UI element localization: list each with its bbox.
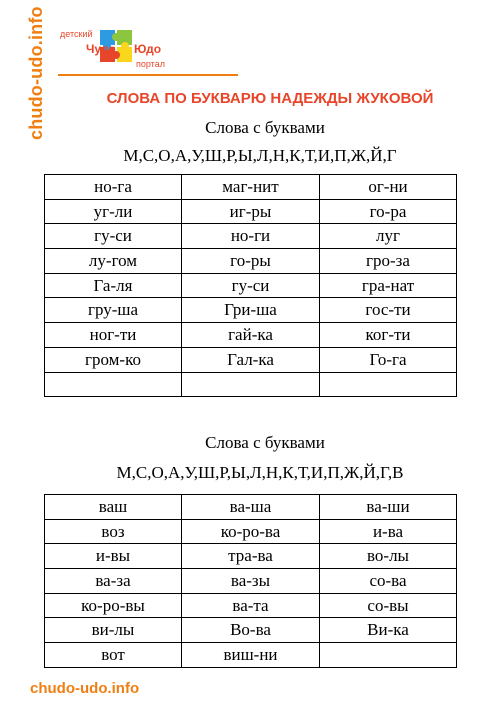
table-row xyxy=(45,544,457,569)
section-1-title: Слова с буквами xyxy=(205,118,325,137)
word-cell: Гал-ка xyxy=(182,347,320,372)
table-row xyxy=(45,643,457,668)
word-cell: ваш xyxy=(45,495,182,520)
word-cell: со-вы xyxy=(320,593,457,618)
word-cell: маг-нит xyxy=(182,175,320,200)
table-row xyxy=(45,495,457,520)
words-table-2 xyxy=(44,494,457,668)
word-cell: Го-га xyxy=(320,347,457,372)
word-cell: со-ва xyxy=(320,569,457,594)
word-cell: воз xyxy=(45,519,182,544)
table-row xyxy=(45,224,457,249)
logo-text-portal: портал xyxy=(136,59,165,69)
section-2-title: Слова с буквами xyxy=(205,433,325,452)
word-cell: и-ва xyxy=(320,519,457,544)
word-cell: и-вы xyxy=(45,544,182,569)
word-cell: ног-ти xyxy=(45,323,182,348)
word-cell: ог-ни xyxy=(320,175,457,200)
table-row xyxy=(45,618,457,643)
table-row xyxy=(45,175,457,200)
table-row xyxy=(45,372,457,397)
table-row xyxy=(45,519,457,544)
word-cell: но-га xyxy=(45,175,182,200)
word-cell: Га-ля xyxy=(45,273,182,298)
table-row xyxy=(45,249,457,274)
word-cell: ва-ша xyxy=(182,495,320,520)
word-cell: го-ры xyxy=(182,249,320,274)
section-2-letters: М,С,О,А,У,Ш,Р,Ы,Л,Н,К,Т,И,П,Ж,Й,Г,В xyxy=(116,463,404,482)
logo-text-yudo: Юдо xyxy=(134,42,162,56)
word-cell: гру-ша xyxy=(45,298,182,323)
word-cell: Во-ва xyxy=(182,618,320,643)
word-cell: гай-ка xyxy=(182,323,320,348)
word-cell: го-ра xyxy=(320,199,457,224)
site-logo[interactable] xyxy=(58,12,238,82)
table-row xyxy=(45,298,457,323)
word-cell: ког-ти xyxy=(320,323,457,348)
table-row xyxy=(45,273,457,298)
word-cell: ко-ро-ва xyxy=(182,519,320,544)
word-cell: лу-гом xyxy=(45,249,182,274)
word-cell xyxy=(320,643,457,668)
word-cell: гром-ко xyxy=(45,347,182,372)
word-cell: луг xyxy=(320,224,457,249)
word-cell: иг-ры xyxy=(182,199,320,224)
word-cell: ви-лы xyxy=(45,618,182,643)
word-cell: ва-та xyxy=(182,593,320,618)
word-cell xyxy=(182,372,320,397)
table-row xyxy=(45,593,457,618)
logo-text-detsky: детский xyxy=(60,29,93,39)
word-cell: вот xyxy=(45,643,182,668)
table-row xyxy=(45,569,457,594)
word-cell: гра-нат xyxy=(320,273,457,298)
word-cell xyxy=(45,372,182,397)
word-cell: во-лы xyxy=(320,544,457,569)
word-cell: гро-за xyxy=(320,249,457,274)
logo-underline xyxy=(58,74,238,76)
word-cell: гу-си xyxy=(45,224,182,249)
word-cell: ва-за xyxy=(45,569,182,594)
word-cell: ва-ши xyxy=(320,495,457,520)
logo-text-chudo: Чудо xyxy=(86,42,116,56)
table-row xyxy=(45,347,457,372)
footer-site-link[interactable]: chudo-udo.info xyxy=(30,680,140,697)
words-table-1 xyxy=(44,174,457,397)
word-cell: ко-ро-вы xyxy=(45,593,182,618)
table-row xyxy=(45,199,457,224)
word-cell: гос-ти xyxy=(320,298,457,323)
word-cell: уг-ли xyxy=(45,199,182,224)
word-cell: Гри-ша xyxy=(182,298,320,323)
word-cell: виш-ни xyxy=(182,643,320,668)
word-cell: тра-ва xyxy=(182,544,320,569)
word-cell: ва-зы xyxy=(182,569,320,594)
side-watermark: chudo-udo.info xyxy=(26,6,46,140)
section-1-letters: М,С,О,А,У,Ш,Р,Ы,Л,Н,К,Т,И,П,Ж,Й,Г xyxy=(123,146,397,165)
page-title: СЛОВА ПО БУКВАРЮ НАДЕЖДЫ ЖУКОВОЙ xyxy=(106,90,434,107)
word-cell xyxy=(320,372,457,397)
word-cell: гу-си xyxy=(182,273,320,298)
word-cell: но-ги xyxy=(182,224,320,249)
table-row xyxy=(45,323,457,348)
word-cell: Ви-ка xyxy=(320,618,457,643)
